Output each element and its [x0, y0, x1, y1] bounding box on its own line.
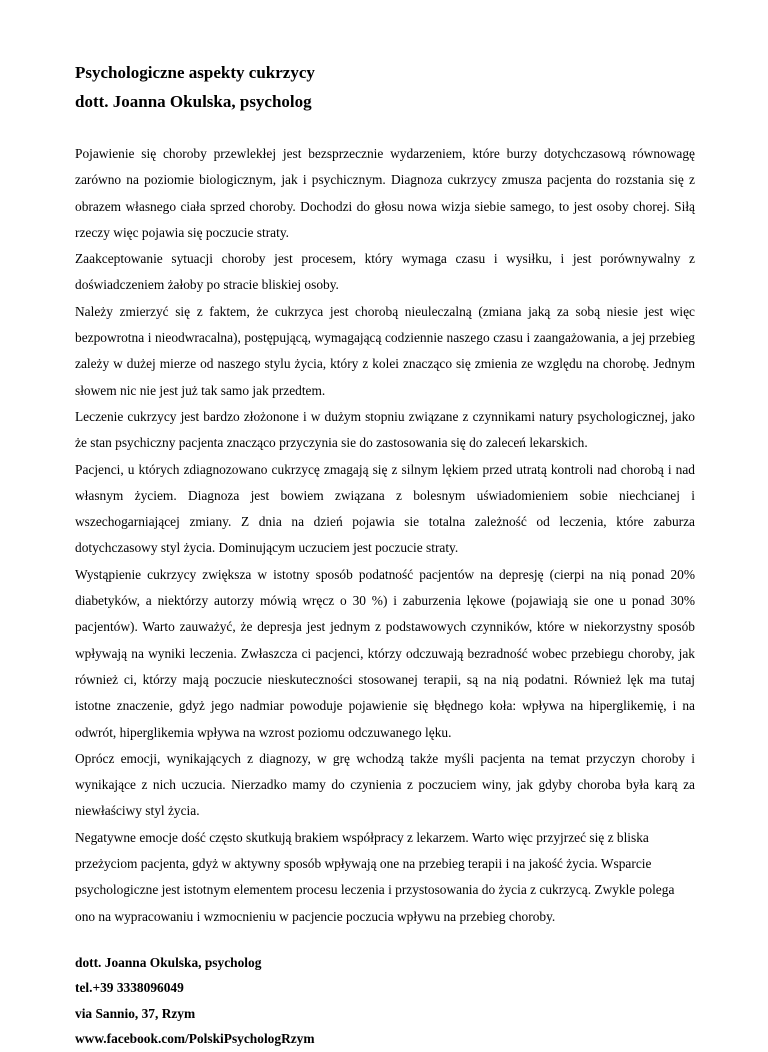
paragraph-4: Leczenie cukrzycy jest bardzo złożonone i w dużym stopniu związane z czynnikami natury psychologicznej, jako że stan psychiczny pacjenta znacząco przyczynia sie do zastosowania się do zaleceń lekarskich. [75, 408, 695, 451]
paragraph-1: Pojawienie się choroby przewlekłej jest bezsprzecznie wydarzeniem, które burzy dotychczasową równowagę zarówno na poziomie biologicznym, jak i psychicznym. Diagnoza cukrzycy zmusza pacjenta do rozstania się z obrazem własnego ciała sprzed choroby. Dochodzi do głosu nowa wizja siebie samego, to jest osoby chorej. Siłą rzeczy więc pojawia się poczucie straty. [75, 146, 695, 240]
paragraph-7: Oprócz emocji, wynikających z diagnozy, w grę wchodzą także myśli pacjenta na temat przyczyn choroby i wynikające z nich uczucia. Nierzadko mamy do czynienia z poczuciem winy, jak gdyby choroba była karą za niewłaściwy styl życia. [75, 750, 695, 819]
document-author: dott. Joanna Okulska, psycholog [75, 92, 312, 111]
footer-website: www.facebook.com/PolskiPsychologRzym [75, 1031, 315, 1047]
contact-footer [75, 950, 695, 1052]
paragraph-5: Pacjenci, u których zdiagnozowano cukrzycę zmagają się z silnym lękiem przed utratą kontroli nad chorobą i nad własnym życiem. Diagnoza jest bowiem związana z bolesnym uświadomieniem sobie niechcianej i wszechogarniającej zmiany. Z dnia na dzień pojawia sie totalna zależność od leczenia, które zaburza dotychczasowy styl życia. Dominującym uczuciem jest poczucie straty. [75, 461, 695, 556]
paragraph-8: Negatywne emocje dość często skutkują brakiem współpracy z lekarzem. Warto więc przyjrzeć się z bliska przeżyciom pacjenta, gdyż w aktywny sposób wpływają one na przebieg terapii i na jakość życia. Wsparcie psychologiczne jest istotnym elementem procesu leczenia i przystosowania do życia z cukrzycą. Zwykle polega ono na wypracowaniu i wzmocnieniu w pacjencie poczucia wpływu na przebieg choroby. [75, 829, 675, 924]
document-title: Psychologiczne aspekty cukrzycy [75, 63, 315, 82]
paragraph-3: Należy zmierzyć się z faktem, że cukrzyca jest chorobą nieuleczalną (zmiana jaką za sobą niesie jest więc bezpowrotna i nieodwracalna), postępującą, wymagającą codziennie naszego czasu i zaangażowania, a jej przebieg zależy w dużej mierze od naszego stylu życia, który z kolei znacząco się zmienia ze względu na chorobę. Jednym słowem nic nie jest już tak samo jak przedtem. [75, 303, 695, 398]
document-page [75, 58, 695, 1052]
paragraph-6: Wystąpienie cukrzycy zwiększa w istotny sposób podatność pacjentów na depresję (cierpi na nią ponad 20% diabetyków, a niektórzy autorzy mówią wręcz o 30 %) i zaburzenia lękowe (pojawiają sie one u ponad 30% pacjentów). Warto zauważyć, że depresja jest jednym z podstawowych czynników, które w niekorzystny sposób wpływają na wyniki leczenia. Zwłaszcza ci pacjenci, którzy odczuwają bezradność wobec przebiegu choroby, jak również ci, którzy mają poczucie nieskuteczności stosowanej terapii, są na nią podatni. Również lęk ma tutaj istotne znaczenie, gdyż jego nadmiar powoduje pojawienie się błędnego koła: wpływa na hiperglikemię, i na odwrót, hiperglikemia wpływa na wzrost poziomu odczuwanego lęku. [75, 566, 695, 740]
footer-address: via Sannio, 37, Rzym [75, 1005, 196, 1021]
footer-phone: tel.+39 3338096049 [75, 980, 184, 996]
document-body [75, 141, 695, 930]
paragraph-2: Zaakceptowanie sytuacji choroby jest procesem, który wymaga czasu i wysiłku, i jest porównywalny z doświadczeniem żałoby po stracie bliskiej osoby. [75, 251, 695, 293]
footer-name: dott. Joanna Okulska, psycholog [75, 954, 262, 970]
